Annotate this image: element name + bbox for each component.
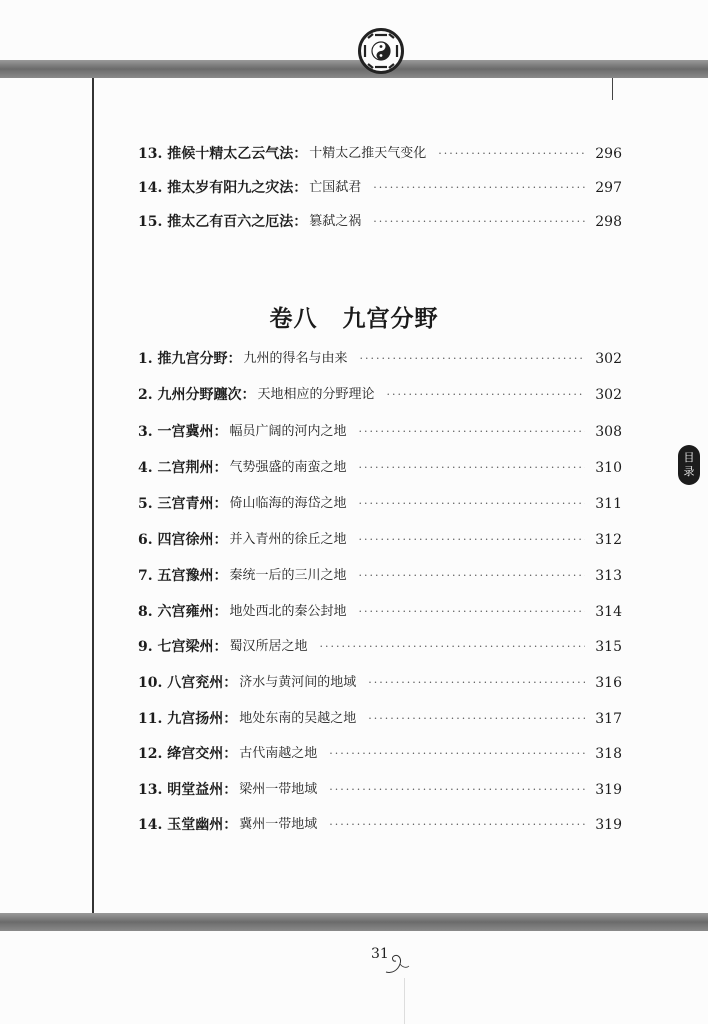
toc-entry-title: 10. 八宫兖州：	[138, 675, 238, 691]
toc-entry-title: 12. 绛宫交州：	[138, 746, 238, 762]
toc-entry-page: 317	[595, 711, 622, 727]
toc-entry[interactable]	[138, 455, 622, 481]
section-name: 九宫分野	[342, 306, 439, 332]
header-band	[0, 60, 708, 78]
dot-leader	[368, 670, 585, 696]
toc-entry[interactable]	[138, 812, 622, 838]
toc-entry-title: 7. 五宫豫州：	[138, 568, 228, 584]
section-heading	[0, 300, 708, 333]
toc-entry[interactable]	[138, 634, 622, 660]
dot-leader	[438, 141, 585, 167]
toc-entry-page: 312	[595, 532, 622, 548]
toc-entry-title: 8. 六宫雍州：	[138, 604, 228, 620]
toc-entry-page: 298	[595, 214, 622, 230]
toc-entry-subtitle: 梁州一带地域	[239, 782, 318, 797]
dot-leader	[320, 634, 586, 660]
toc-entry-subtitle: 并入青州的徐丘之地	[229, 532, 347, 547]
page-number: 31	[371, 946, 389, 962]
toc-entry[interactable]	[138, 491, 622, 517]
toc-entry-subtitle: 倚山临海的海岱之地	[229, 496, 347, 511]
yin-yang-bagua-icon	[358, 28, 404, 74]
toc-entry-page: 313	[595, 568, 622, 584]
toc-entry[interactable]	[138, 670, 622, 696]
toc-entry-page: 318	[595, 746, 622, 762]
toc-entry-page: 319	[595, 817, 622, 833]
dot-leader	[373, 175, 585, 201]
toc-entry-title: 13. 明堂益州：	[138, 782, 238, 798]
toc-entry-page: 302	[595, 387, 622, 403]
toc-entry-page: 316	[595, 675, 622, 691]
toc-entry-page: 310	[595, 460, 622, 476]
side-tab-contents[interactable]	[678, 445, 700, 485]
toc-entry-title: 5. 三宫青州：	[138, 496, 228, 512]
swirl-ornament-icon	[384, 952, 410, 976]
dot-leader	[368, 706, 585, 732]
gutter-line	[404, 978, 405, 1024]
toc-entry-subtitle: 地处东南的吴越之地	[239, 711, 357, 726]
toc-entry-subtitle: 秦统一后的三川之地	[229, 568, 347, 583]
toc-entry-page: 319	[595, 782, 622, 798]
dot-leader	[359, 599, 586, 625]
toc-entry[interactable]	[138, 777, 622, 803]
dot-leader	[329, 777, 585, 803]
toc-entry-subtitle: 地处西北的秦公封地	[229, 604, 347, 619]
toc-entry-title: 15. 推太乙有百六之厄法：	[138, 214, 308, 230]
toc-entry-page: 302	[595, 351, 622, 367]
toc-entry-title: 2. 九州分野躔次：	[138, 387, 256, 403]
toc-entry-page: 314	[595, 604, 622, 620]
toc-entry-title: 13. 推候十精太乙云气法：	[138, 146, 308, 162]
toc-entry[interactable]	[138, 563, 622, 589]
toc-entry-title: 9. 七宫梁州：	[138, 639, 228, 655]
dot-leader	[359, 491, 586, 517]
toc-entry-title: 3. 一宫冀州：	[138, 424, 228, 440]
toc-entry[interactable]	[138, 419, 622, 445]
toc-entry-subtitle: 九州的得名与由来	[243, 351, 348, 366]
footer-band	[0, 913, 708, 931]
toc-entry[interactable]	[138, 599, 622, 625]
dot-leader	[359, 419, 586, 445]
section-volume: 卷八	[269, 306, 318, 332]
toc-entry-title: 1. 推九宫分野：	[138, 351, 242, 367]
toc-entry[interactable]	[138, 527, 622, 553]
side-tab-char: 录	[683, 465, 695, 478]
toc-entry-title: 14. 推太岁有阳九之灾法：	[138, 180, 308, 196]
toc-entry-page: 297	[595, 180, 622, 196]
toc-entry-subtitle: 天地相应的分野理论	[257, 387, 375, 402]
toc-entry-page: 308	[595, 424, 622, 440]
dot-leader	[373, 209, 585, 235]
page-frame-left	[92, 78, 94, 913]
toc-entry-page: 311	[595, 496, 622, 512]
toc-entry[interactable]	[138, 741, 622, 767]
page-frame-right	[612, 78, 613, 100]
toc-entry[interactable]	[138, 706, 622, 732]
dot-leader	[359, 563, 586, 589]
toc-entry[interactable]	[138, 346, 622, 372]
toc-entry-page: 296	[595, 146, 622, 162]
toc-entry-subtitle: 济水与黄河间的地域	[239, 675, 357, 690]
toc-entry[interactable]	[138, 382, 622, 408]
side-tab-char: 目	[683, 451, 695, 464]
toc-entry-title: 11. 九宫扬州：	[138, 711, 238, 727]
toc-entry-subtitle: 篡弑之祸	[309, 214, 362, 229]
toc-entry-subtitle: 气势强盛的南蛮之地	[229, 460, 347, 475]
toc-entry[interactable]	[138, 209, 622, 235]
dot-leader	[387, 382, 586, 408]
toc-entry-page: 315	[595, 639, 622, 655]
toc-entry-title: 6. 四宫徐州：	[138, 532, 228, 548]
toc-entry-subtitle: 十精太乙推天气变化	[309, 146, 427, 161]
dot-leader	[360, 346, 586, 372]
toc-entry-subtitle: 蜀汉所居之地	[229, 639, 308, 654]
toc-entry-subtitle: 古代南越之地	[239, 746, 318, 761]
toc-entry-subtitle: 亡国弑君	[309, 180, 362, 195]
dot-leader	[359, 527, 586, 553]
toc-entry[interactable]	[138, 141, 622, 167]
dot-leader	[329, 741, 585, 767]
dot-leader	[359, 455, 586, 481]
toc-entry-title: 14. 玉堂幽州：	[138, 817, 238, 833]
toc-entry-subtitle: 幅员广阔的河内之地	[229, 424, 347, 439]
toc-entry[interactable]	[138, 175, 622, 201]
toc-entry-subtitle: 冀州一带地域	[239, 817, 318, 832]
toc-entry-title: 4. 二宫荆州：	[138, 460, 228, 476]
dot-leader	[329, 812, 585, 838]
